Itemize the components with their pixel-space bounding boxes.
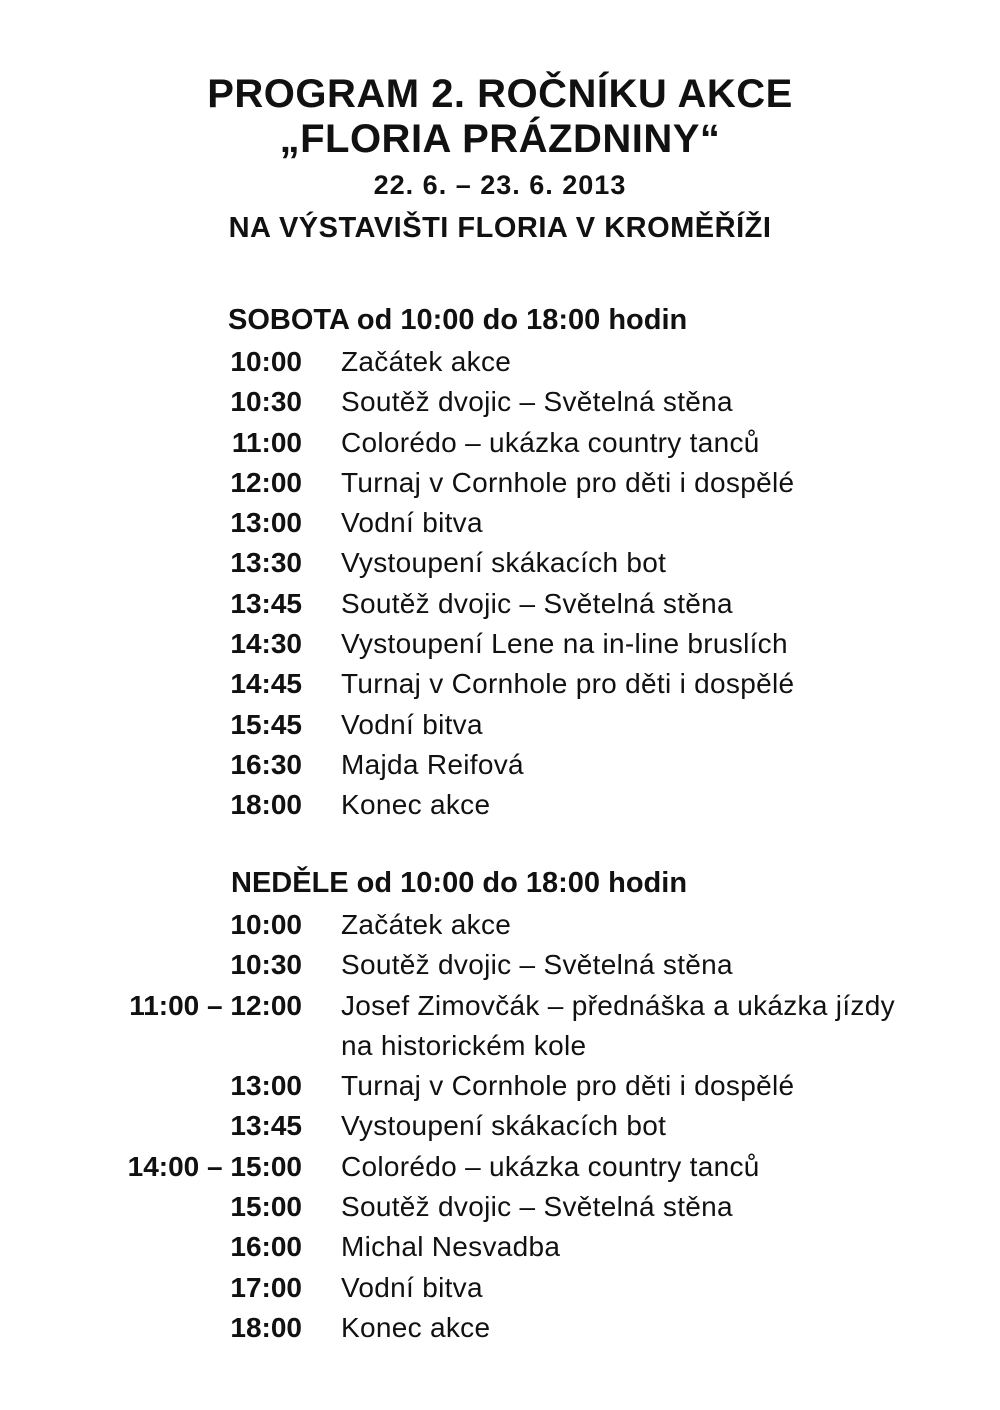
schedule-time: 11:00 – 12:00	[129, 989, 302, 1021]
schedule-time: 12:00	[230, 466, 302, 498]
schedule-event: Michal Nesvadba	[341, 1231, 561, 1263]
schedule-event: Soutěž dvojic – Světelná stěna	[341, 1191, 733, 1223]
saturday-heading: SOBOTA od 10:00 do 18:00 hodin	[228, 304, 688, 336]
schedule-time: 11:00	[231, 426, 302, 458]
schedule-time: 13:30	[230, 547, 302, 579]
schedule-time: 18:00	[230, 1311, 302, 1343]
schedule-event: Josef Zimovčák – přednáška a ukázka jízdy na historickém kole	[341, 989, 895, 1061]
event-venue: NA VÝSTAVIŠTI FLORIA V KROMĚŘÍŽI	[228, 212, 772, 244]
schedule-row	[0, 1268, 1000, 1308]
schedule-event: Turnaj v Cornhole pro děti i dospělé	[341, 466, 795, 498]
schedule-row	[0, 624, 1000, 664]
schedule-event: Začátek akce	[341, 909, 512, 940]
schedule-time: 15:00	[230, 1191, 302, 1223]
schedule-row	[0, 745, 1000, 785]
schedule-event: Soutěž dvojic – Světelná stěna	[341, 386, 733, 418]
schedule-row	[0, 945, 1000, 985]
schedule-event: Turnaj v Cornhole pro děti i dospělé	[341, 1070, 795, 1102]
schedule-time: 13:45	[230, 587, 302, 619]
schedule-event: Vodní bitva	[341, 708, 483, 740]
schedule-time: 18:00	[230, 789, 302, 821]
schedule-event: Konec akce	[341, 789, 491, 821]
schedule-event: Turnaj v Cornhole pro děti i dospělé	[341, 668, 795, 700]
schedule-row	[0, 463, 1000, 503]
schedule-row	[0, 705, 1000, 745]
schedule-row	[0, 1147, 1000, 1187]
schedule-row	[0, 905, 1000, 945]
schedule-row	[0, 1308, 1000, 1348]
schedule-time: 14:00 – 15:00	[127, 1150, 302, 1182]
schedule-time: 10:00	[230, 346, 302, 377]
schedule-row	[0, 664, 1000, 704]
schedule-time: 13:45	[230, 1110, 302, 1142]
schedule-time: 10:30	[230, 949, 302, 981]
schedule-row	[0, 1227, 1000, 1267]
schedule-row	[0, 785, 1000, 825]
schedule-time: 16:00	[230, 1231, 302, 1263]
event-dates: 22. 6. – 23. 6. 2013	[373, 170, 627, 200]
title-line-2: „FLORIA PRÁZDNINY“	[279, 117, 721, 161]
schedule-time: 10:30	[230, 386, 302, 418]
schedule-event: Colorédo – ukázka country tanců	[341, 426, 760, 458]
schedule-time: 16:30	[230, 748, 302, 780]
schedule-event: Vodní bitva	[341, 507, 483, 539]
schedule-row	[0, 1187, 1000, 1227]
schedule-event: Vystoupení skákacích bot	[341, 547, 667, 579]
schedule-row	[0, 543, 1000, 583]
schedule-event: Vystoupení Lene na in-line bruslích	[341, 628, 788, 660]
schedule-row	[0, 342, 1000, 382]
schedule-row	[0, 584, 1000, 624]
schedule-row	[0, 503, 1000, 543]
schedule-event: Colorédo – ukázka country tanců	[341, 1150, 760, 1182]
schedule-time: 13:00	[230, 1070, 302, 1102]
sunday-heading: NEDĚLE od 10:00 do 18:00 hodin	[231, 867, 688, 899]
title-line-1: PROGRAM 2. ROČNÍKU AKCE	[207, 72, 793, 116]
schedule-event: Soutěž dvojic – Světelná stěna	[341, 587, 733, 619]
schedule-row	[0, 986, 1000, 1067]
schedule-event: Soutěž dvojic – Světelná stěna	[341, 949, 733, 981]
schedule-row	[0, 382, 1000, 422]
schedule-row	[0, 1106, 1000, 1146]
schedule-time: 13:00	[230, 507, 302, 539]
schedule-time: 14:45	[230, 668, 302, 700]
schedule-event: Konec akce	[341, 1311, 491, 1343]
schedule-time: 17:00	[230, 1271, 302, 1303]
schedule-time: 15:45	[230, 708, 302, 740]
sunday-schedule	[0, 905, 1000, 1348]
saturday-schedule	[0, 342, 1000, 826]
schedule-event: Vystoupení skákacích bot	[341, 1110, 667, 1142]
schedule-event: Začátek akce	[341, 346, 512, 377]
schedule-time: 10:00	[230, 909, 302, 940]
schedule-event: Vodní bitva	[341, 1271, 483, 1303]
schedule-row	[0, 1066, 1000, 1106]
schedule-time: 14:30	[230, 628, 302, 660]
schedule-event: Majda Reifová	[341, 748, 524, 780]
schedule-row	[0, 423, 1000, 463]
